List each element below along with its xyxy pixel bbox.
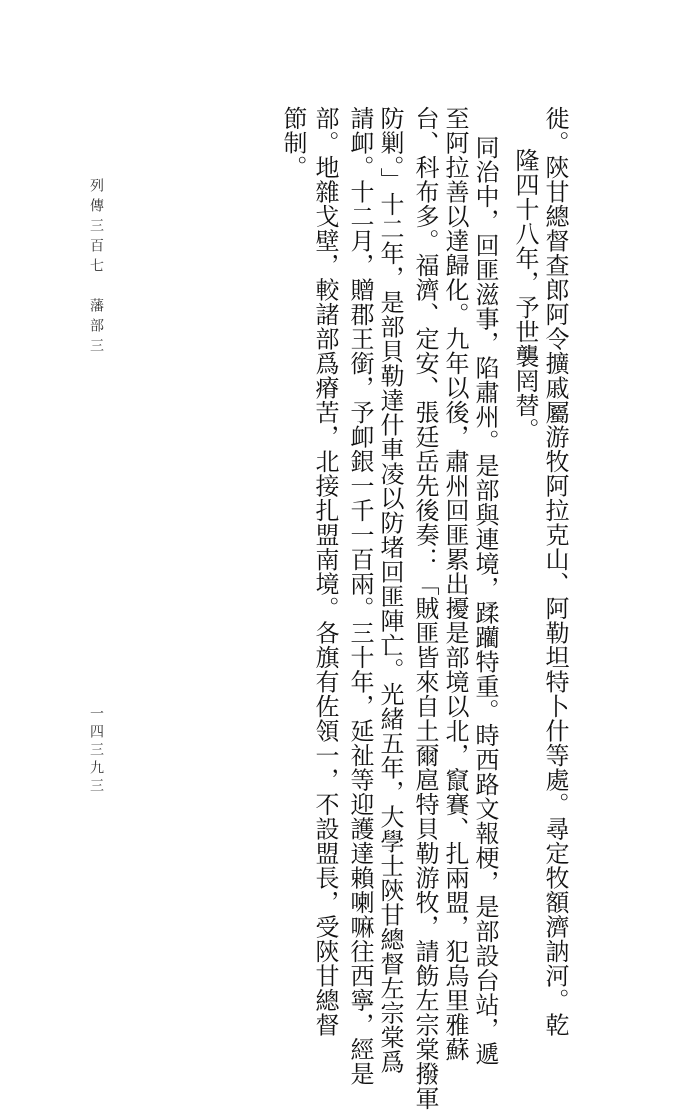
text-column-7: 請卹。十二月，贈郡王銜，予卹銀一千一百兩。三十年，延祉等迎護達賴喇嘛往西寧，經是: [346, 106, 374, 1086]
running-head-chapter: 列傳三百七: [88, 178, 104, 278]
page-number: 一四三九三: [88, 706, 104, 796]
text-column-6: 防剿。」十二年，是部貝勒達什車凌以防堵回匪陣亡。光緒五年，大學士陝甘總督左宗棠爲: [376, 106, 404, 1074]
text-column-9: 節制。: [279, 106, 307, 180]
text-column-5: 台、科布多。福濟、定安、張廷岳先後奏：「賊匪皆來自土爾扈特貝勒游牧，請飭左宗棠撥軍: [411, 106, 439, 1111]
text-column-4: 至阿拉善以達歸化。九年以後，肅州回匪累出擾是部境以北，竄賽、扎兩盟，犯烏里雅蘇: [441, 106, 469, 1062]
text-column-3: 同治中，回匪滋事，陷肅州。是部與連境，蹂躪特重。時西路文報梗，是部設台站，遞: [471, 135, 499, 1066]
text-column-8: 部。地雜戈壁，較諸部爲瘠苦，北接扎盟南境。各旗有佐領一，不設盟長，受陝甘總督: [311, 106, 339, 1037]
running-head-section: 藩部三: [88, 298, 104, 358]
text-column-2: 隆四十八年，予世襲罔替。: [511, 148, 539, 442]
text-column-1: 徙。陝甘總督查郎阿令擴戚屬游牧阿拉克山、阿勒坦特卜什等處。尋定牧額濟訥河。乾: [541, 106, 569, 1037]
